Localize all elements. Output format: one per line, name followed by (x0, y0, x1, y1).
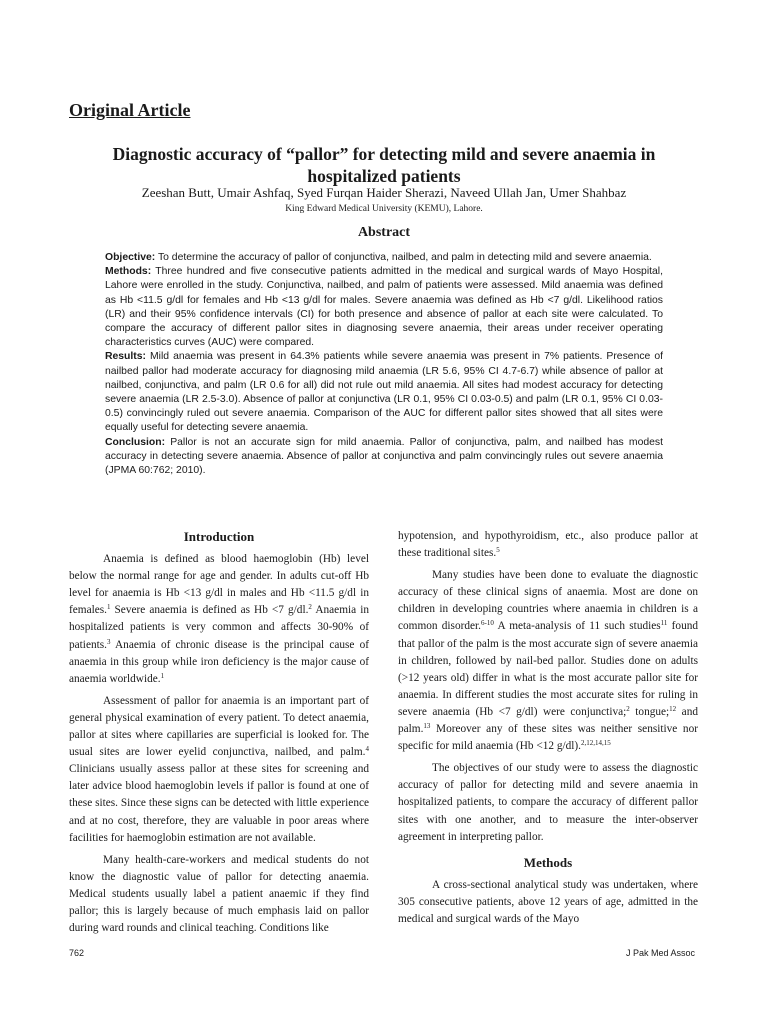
article-title: Diagnostic accuracy of “pallor” for detecting mild and severe anaemia in hospitalized patients (112, 144, 656, 186)
text-run: Clinicians usually assess pallor at these sites for screening and later advice blood haemoglobin levels if pallor is found at one of these sites. Since these signs can be detected with little experience and at no cost, therefore, they are valuable in poor areas where facilities for haemoglobin estimation are not available. (69, 763, 369, 844)
author-list: Zeeshan Butt, Umair Ashfaq, Syed Furqan Haider Sherazi, Naveed Ullah Jan, Umer Shahbaz (141, 185, 627, 200)
paragraph (398, 567, 698, 755)
right-column (398, 528, 698, 928)
affiliation: King Edward Medical University (KEMU), Lahore. (285, 204, 483, 214)
reference-marker: 11 (660, 619, 668, 628)
text-run: hypotension, and hypothyroidism, etc., also produce pallor at these traditional sites. (398, 530, 698, 560)
reference-marker: 5 (496, 546, 500, 555)
text-run: A cross-sectional analytical study was undertaken, where 305 consecutive patients, above 12 years of age, admitted in the medical and surgical wards of the Mayo (398, 878, 698, 925)
section-label: Original Article (69, 100, 191, 120)
introduction-heading: Introduction (183, 529, 255, 544)
text-run: Moreover any of these sites was neither sensitive nor specific for mild anaemia (Hb <12 g/dl). (398, 723, 698, 753)
left-column (69, 528, 369, 937)
paragraph (398, 877, 698, 928)
objective-label: Objective: (105, 252, 156, 263)
reference-marker: 1 (160, 671, 165, 680)
text-run: found that pallor of the palm is the most accurate sign of severe anaemia in children, followed by nail-bed pallor. Studies done on adults (>12 years old) differ in what is the most accurate pallor site for anaemia. In different studies the most accurate sites for ruling in severe anaemia (Hb <7 g/dl) were conjunctiva; (398, 620, 699, 718)
text-run: Assessment of pallor for anaemia is an important part of general physical examination of every patient. To detect anaemia, pallor at sites where capillaries are superficial is looked for. The usual sites are lower eyelid conjunctiva, nailbed, and palm. (69, 694, 369, 759)
paragraph (69, 693, 369, 847)
text-run: tongue; (629, 705, 670, 718)
paragraph (69, 551, 369, 688)
conclusion-text: Pallor is not an accurate sign for mild anaemia. Pallor of conjunctiva, palm, and nailbed has modest accuracy in detecting severe anaemia. Absence of pallor at conjunctiva and palm convincingly rules out severe anaemia (JPMA 60:762; 2010). (105, 436, 663, 477)
text-run: Many studies have been done to evaluate the diagnostic accuracy of these clinical signs of anaemia. Most are done on children in developing countries where anaemia in children is a common disorder. (398, 569, 698, 633)
reference-marker: 2,12,14,15 (580, 739, 611, 748)
reference-marker: 6-10 (481, 619, 494, 628)
reference-marker: 1 (106, 603, 111, 612)
text-run: Anaemia in hospitalized patients is very common and affects 30-90% of patients. (69, 604, 369, 651)
paragraph (69, 852, 369, 937)
reference-marker: 12 (669, 704, 677, 713)
text-run: A meta-analysis of 11 such studies (493, 620, 661, 633)
abstract-body (105, 251, 663, 478)
methods-label: Methods: (105, 266, 152, 278)
methods-heading: Methods (523, 854, 573, 870)
abstract-heading: Abstract (357, 225, 411, 240)
reference-marker: 3 (106, 637, 111, 646)
results-text: Mild anaemia was present in 64.3% patients while severe anaemia was present in 7% patients. Presence of nailbed pallor had moderate accuracy for diagnosing mild anaemia (LR 5.6, 95% CI 4.7-6.7) while absence of pallor at nailbed, conjunctiva, and palm (LR 0.6 for all) did not rule out mild anaemia. All sites had modest accuracy for detecting severe anaemia (LR 2.5-3.0). Absence of pallor at conjunctiva (LR 0.1, 95% CI 0.03-0.5) and palm (LR 0.1, 95% CI 0.03-0.5) convincingly ruled out severe anaemia. Comparison of the AUC for different pallor sites showed that all sites were equally useful for detecting severe anaemia. (105, 351, 663, 434)
methods-text: Three hundred and five consecutive patients admitted in the medical and surgical wards of Mayo Hospital, Lahore were enrolled in the study. Conjunctiva, nailbed, and palm of patients were assessed. Mild anaemia was defined as Hb <11.5 g/dl for females and Hb <13 g/dl for males. Severe anaemia was defined as Hb <7 g/dl. Likelihood ratios (LR) and their 95% confidence intervals (CI) for both presence and absence of pallor at each site were calculated. To compare the accuracy of different pallor sites in diagnosing severe anaemia, their areas under receiver operating characteristics curves (AUC) were compared. (105, 266, 663, 349)
journal-name: J Pak Med Assoc (625, 948, 695, 958)
reference-marker: 2 (626, 704, 630, 713)
text-run: Anaemia of chronic disease is the principal cause of anaemia in this group while iron deficiency is the major cause of anaemia worldwide. (69, 638, 369, 685)
paragraph (398, 760, 698, 845)
paragraph (398, 528, 698, 562)
reference-marker: 4 (365, 745, 369, 754)
reference-marker: 2 (308, 603, 312, 612)
abstract-results (105, 350, 663, 435)
objective-text: To determine the accuracy of pallor of conjunctiva, nailbed, and palm in detecting mild and severe anaemia. (155, 252, 652, 263)
text-run: The objectives of our study were to assess the diagnostic accuracy of pallor for detecting mild and severe anaemia in hospitalized patients, to compare the accuracy of different pallor sites with one another, and to measure the inter-observer agreement in interpreting pallor. (398, 762, 698, 843)
abstract-conclusion (105, 436, 663, 479)
abstract-methods (105, 265, 663, 350)
results-label: Results: (105, 351, 146, 363)
text-run: and palm. (398, 705, 698, 736)
abstract-objective (105, 251, 663, 265)
text-run: Anaemia is defined as blood haemoglobin (Hb) level below the normal range for age and gender. In adults cut-off Hb level for anaemia is Hb <13 g/dl in males and Hb <11.5 g/dl in females. (69, 553, 369, 617)
reference-marker: 13 (423, 722, 431, 731)
text-run: Severe anaemia is defined as Hb <7 g/dl. (110, 604, 309, 617)
conclusion-label: Conclusion: (105, 436, 166, 448)
text-run: Many health-care-workers and medical students do not know the diagnostic value of pallor for detecting anaemia. Medical students usually label a patient anaemic if they find pallor; this is largely because of much emphasis laid on pallor during ward rounds and clinical teaching. Conditions like (69, 853, 369, 935)
page-number: 762 (69, 948, 85, 958)
